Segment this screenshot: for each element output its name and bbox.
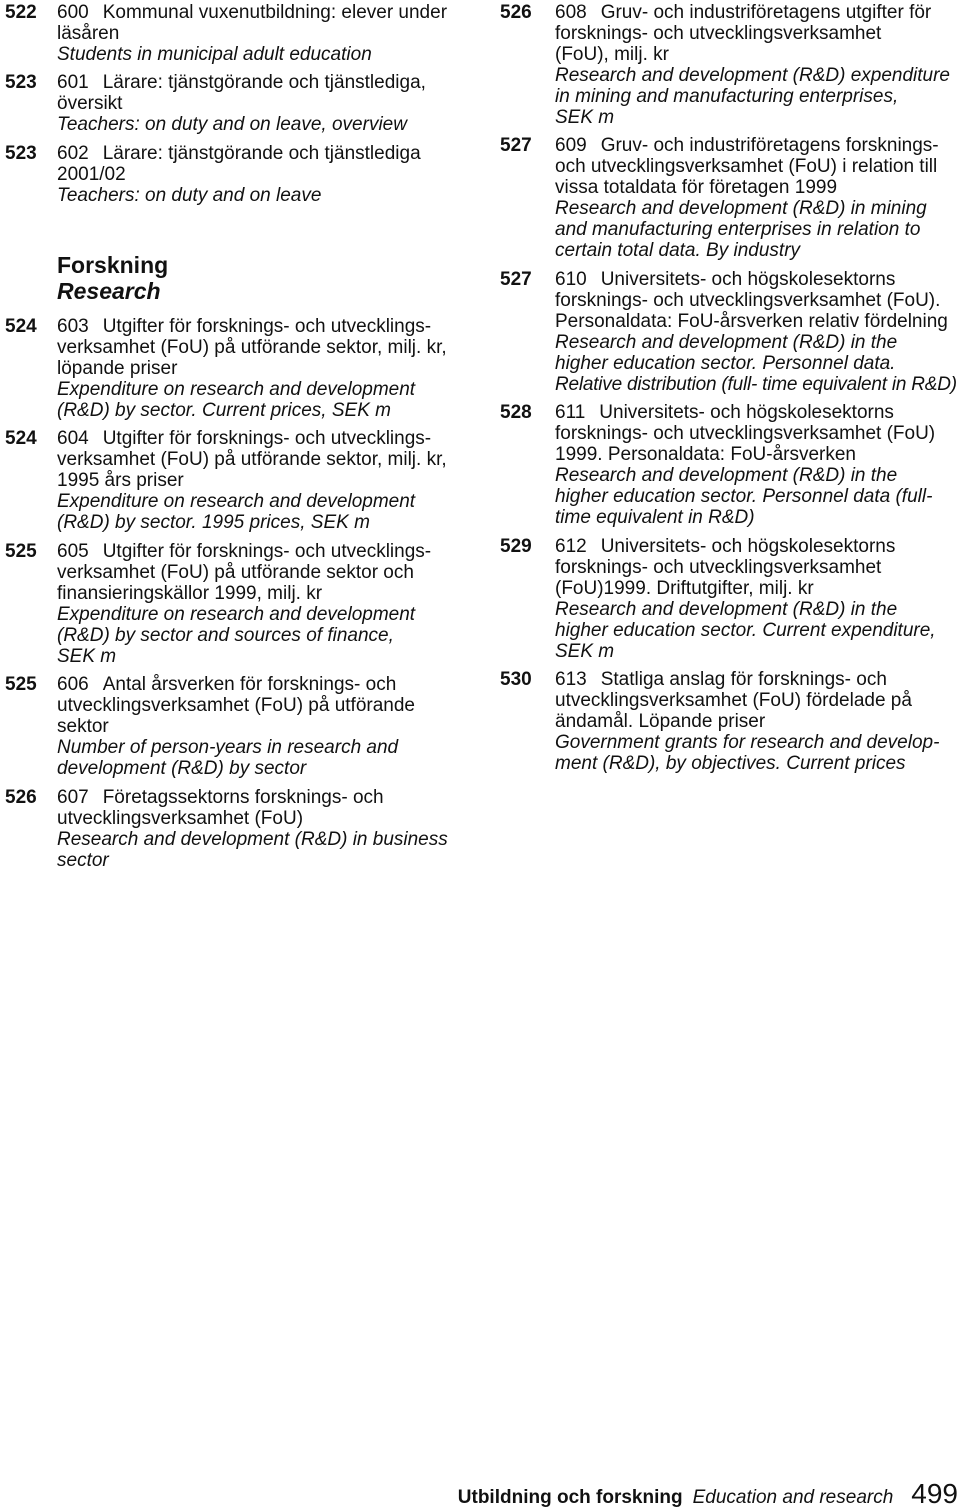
title-sv-line — [57, 562, 497, 583]
title-sv-line — [57, 428, 497, 449]
title-en-line: Research and development (R&D) in the — [555, 331, 898, 353]
title-sv-line — [57, 72, 497, 93]
title-en-line: SEK m — [555, 640, 615, 662]
left-column — [5, 2, 497, 879]
page-number: 524 — [5, 315, 37, 337]
title-sv-line — [57, 674, 497, 695]
title-sv-line — [555, 557, 958, 578]
entry-body — [57, 72, 497, 135]
title-en-line: higher education sector. Personnel data. — [555, 352, 896, 374]
table-number: 605 — [57, 540, 89, 562]
title-en-line: time equivalent in R&D) — [555, 507, 755, 528]
entry-list-education — [5, 2, 497, 206]
entry-body — [57, 787, 497, 871]
title-sv-text: Universitets- och högskolesektorns — [600, 268, 896, 290]
entry-body — [555, 669, 958, 774]
title-en-line: Teachers: on duty and on leave, overview — [57, 114, 407, 135]
title-sv-line — [555, 290, 958, 311]
title-en-line: Research and development (R&D) in the — [555, 598, 898, 620]
title-sv-line — [555, 177, 958, 198]
section-heading-en: Research — [57, 278, 161, 304]
title-sv-line — [555, 402, 958, 423]
title-sv-text: Statliga anslag för forsknings- och — [600, 669, 887, 690]
title-sv-text: 1995 års priser — [57, 470, 184, 491]
title-sv-text: forsknings- och utvecklingsverksamhet (FoU) — [555, 423, 936, 444]
title-sv-text: forsknings- och utvecklingsverksamhet (FoU). — [555, 289, 941, 311]
table-number: 606 — [57, 674, 89, 695]
toc-entry — [500, 669, 958, 774]
title-sv-line — [57, 23, 497, 44]
title-sv-text: utvecklingsverksamhet (FoU) — [57, 807, 304, 829]
title-sv-text: Kommunal vuxenutbildning: elever under — [102, 1, 448, 23]
entry-body — [57, 674, 497, 779]
title-sv-text: Universitets- och högskolesektorns — [599, 402, 894, 423]
title-sv-text: sektor — [57, 716, 109, 737]
title-sv-line — [57, 358, 497, 379]
title-en-line: ment (R&D), by objectives. Current prices — [555, 753, 906, 774]
title-en-line: Relative distribution (full- time equivalent in R&D) — [555, 373, 957, 395]
title-sv-line — [57, 449, 497, 470]
entry-body — [555, 536, 958, 662]
title-en-line: Research and development (R&D) in the — [555, 465, 898, 486]
entry-body — [57, 2, 497, 65]
title-sv-line — [57, 316, 497, 337]
title-en-line: development (R&D) by sector — [57, 758, 307, 779]
entry-body — [555, 2, 958, 128]
title-sv-text: verksamhet (FoU) på utförande sektor och — [57, 561, 414, 583]
table-number: 600 — [57, 1, 89, 23]
title-sv-text: löpande priser — [57, 357, 178, 379]
toc-entry — [5, 143, 497, 206]
table-number: 612 — [555, 535, 587, 557]
toc-entry — [500, 536, 958, 662]
page-number: 527 — [500, 135, 532, 156]
entry-body — [555, 402, 958, 528]
title-en-line: (R&D) by sector. 1995 prices, SEK m — [57, 512, 370, 533]
title-sv-text: läsåren — [57, 22, 120, 44]
title-sv-line — [555, 536, 958, 557]
table-number: 604 — [57, 428, 89, 449]
title-sv-line — [555, 444, 958, 465]
title-sv-text: (FoU), milj. kr — [555, 43, 669, 65]
title-sv-text: Personaldata: FoU-årsverken relativ fördelning — [555, 310, 948, 332]
page-number: 525 — [5, 540, 37, 562]
title-sv-text: forsknings- och utvecklingsverksamhet — [555, 556, 882, 578]
table-number: 601 — [57, 72, 89, 93]
title-en-line: Government grants for research and develop- — [555, 732, 940, 753]
toc-entry — [5, 541, 497, 667]
title-sv-line — [57, 93, 497, 114]
title-sv-text: forsknings- och utvecklingsverksamhet — [555, 22, 882, 44]
page-number: 530 — [500, 669, 532, 690]
toc-entry — [5, 72, 497, 135]
title-sv-text: verksamhet (FoU) på utförande sektor, milj. kr, — [57, 449, 447, 470]
section-heading-sv: Forskning — [57, 252, 169, 278]
title-sv-text: Universitets- och högskolesektorns — [600, 535, 896, 557]
title-sv-text: Utgifter för forsknings- och utvecklings- — [102, 540, 432, 562]
toc-entry — [500, 269, 958, 395]
title-en-line: Research and development (R&D) expenditure — [555, 64, 950, 86]
title-sv-line — [57, 787, 497, 808]
title-en-line: sector — [57, 849, 109, 871]
title-sv-text: 1999. Personaldata: FoU-årsverken — [555, 444, 856, 465]
title-sv-line — [57, 541, 497, 562]
title-sv-text: ändamål. Löpande priser — [555, 711, 766, 732]
title-en-line: Students in municipal adult education — [57, 43, 372, 65]
title-sv-line — [57, 695, 497, 716]
table-number: 609 — [555, 135, 587, 156]
title-sv-line — [555, 578, 958, 599]
entry-body — [57, 541, 497, 667]
title-sv-text: Utgifter för forsknings- och utvecklings- — [102, 428, 432, 449]
entry-body — [555, 269, 958, 395]
toc-entry — [5, 2, 497, 65]
title-sv-text: (FoU)1999. Driftutgifter, milj. kr — [555, 577, 814, 599]
title-sv-line — [57, 337, 497, 358]
title-sv-text: Gruv- och industriföretagens forsknings- — [600, 135, 939, 156]
title-en-line: Number of person-years in research and — [57, 737, 399, 758]
table-number: 607 — [57, 786, 89, 808]
title-en-line: certain total data. By industry — [555, 240, 801, 261]
title-en-line: Research and development (R&D) in mining — [555, 198, 927, 219]
title-sv-text: Lärare: tjänstgörande och tjänstlediga, — [102, 72, 426, 93]
toc-entry — [5, 316, 497, 421]
title-sv-line — [555, 2, 958, 23]
title-en-line: Expenditure on research and development — [57, 491, 416, 512]
table-number: 610 — [555, 268, 587, 290]
toc-entry — [500, 135, 958, 261]
entry-body — [57, 143, 497, 206]
title-sv-line — [555, 23, 958, 44]
toc-entry — [5, 674, 497, 779]
page-number: 522 — [5, 1, 37, 23]
toc-entry — [500, 402, 958, 528]
table-number: 613 — [555, 669, 587, 690]
title-sv-text: utvecklingsverksamhet (FoU) på utförande — [57, 695, 415, 716]
title-sv-line — [555, 690, 958, 711]
title-en-line: Expenditure on research and development — [57, 378, 416, 400]
entry-list-research-continued — [500, 2, 958, 775]
page-number: 526 — [500, 1, 532, 23]
title-en-line: and manufacturing enterprises in relation to — [555, 219, 921, 240]
running-footer — [457, 1478, 958, 1511]
title-sv-line — [555, 423, 958, 444]
title-en-line: Research and development (R&D) in business — [57, 828, 448, 850]
page-number: 528 — [500, 402, 532, 423]
title-sv-line — [555, 135, 958, 156]
title-en-line: (R&D) by sector and sources of finance, — [57, 624, 394, 646]
title-sv-text: finansieringskällor 1999, milj. kr — [57, 582, 323, 604]
title-en-line: Teachers: on duty and on leave — [57, 184, 322, 206]
title-sv-text: Företagssektorns forsknings- och — [102, 786, 384, 808]
title-en-line: higher education sector. Personnel data (full- — [555, 486, 933, 507]
title-sv-line — [555, 156, 958, 177]
title-sv-text: Utgifter för forsknings- och utvecklings- — [102, 315, 432, 337]
table-number: 611 — [555, 402, 586, 423]
title-en-line: SEK m — [555, 106, 615, 128]
toc-entry — [500, 2, 958, 128]
title-sv-line — [57, 716, 497, 737]
entry-body — [555, 135, 958, 261]
title-sv-line — [57, 143, 497, 164]
title-en-line: Expenditure on research and development — [57, 603, 416, 625]
toc-entry — [5, 428, 497, 533]
title-sv-text: Lärare: tjänstgörande och tjänstlediga — [102, 142, 421, 164]
title-sv-text: Gruv- och industriföretagens utgifter för — [600, 1, 932, 23]
title-sv-line — [57, 808, 497, 829]
toc-entry — [5, 787, 497, 871]
table-number: 608 — [555, 1, 587, 23]
title-sv-line — [555, 44, 958, 65]
title-sv-line — [555, 311, 958, 332]
title-sv-line — [57, 470, 497, 491]
title-sv-line — [555, 269, 958, 290]
footer-title-en: Education and research — [692, 1487, 894, 1508]
title-sv-text: vissa totaldata för företagen 1999 — [555, 177, 838, 198]
title-sv-text: och utvecklingsverksamhet (FoU) i relation till — [555, 156, 938, 177]
title-sv-line — [57, 164, 497, 185]
section-heading — [5, 252, 497, 304]
page-number: 524 — [5, 428, 37, 449]
entry-list-research — [5, 316, 497, 871]
right-column — [500, 2, 958, 782]
footer-title-sv: Utbildning och forskning — [457, 1487, 683, 1508]
page-number: 523 — [5, 142, 37, 164]
page-number: 525 — [5, 674, 37, 695]
title-en-line: (R&D) by sector. Current prices, SEK m — [57, 399, 391, 421]
title-sv-line — [555, 711, 958, 732]
page-number: 526 — [5, 786, 37, 808]
page-number: 529 — [500, 535, 532, 557]
title-sv-text: verksamhet (FoU) på utförande sektor, milj. kr, — [57, 336, 447, 358]
table-number: 603 — [57, 315, 89, 337]
title-sv-text: utvecklingsverksamhet (FoU) fördelade på — [555, 690, 912, 711]
title-sv-text: 2001/02 — [57, 163, 126, 185]
title-sv-text: Antal årsverken för forsknings- och — [102, 674, 397, 695]
page-number: 527 — [500, 268, 532, 290]
title-sv-text: översikt — [57, 93, 123, 114]
title-sv-line — [57, 583, 497, 604]
title-sv-line — [555, 669, 958, 690]
folio-page-number: 499 — [911, 1478, 958, 1509]
title-sv-line — [57, 2, 497, 23]
page-number: 523 — [5, 72, 37, 93]
title-en-line: in mining and manufacturing enterprises, — [555, 85, 899, 107]
table-number: 602 — [57, 142, 89, 164]
title-en-line: SEK m — [57, 645, 117, 667]
entry-body — [57, 428, 497, 533]
title-en-line: higher education sector. Current expenditure, — [555, 619, 936, 641]
entry-body — [57, 316, 497, 421]
